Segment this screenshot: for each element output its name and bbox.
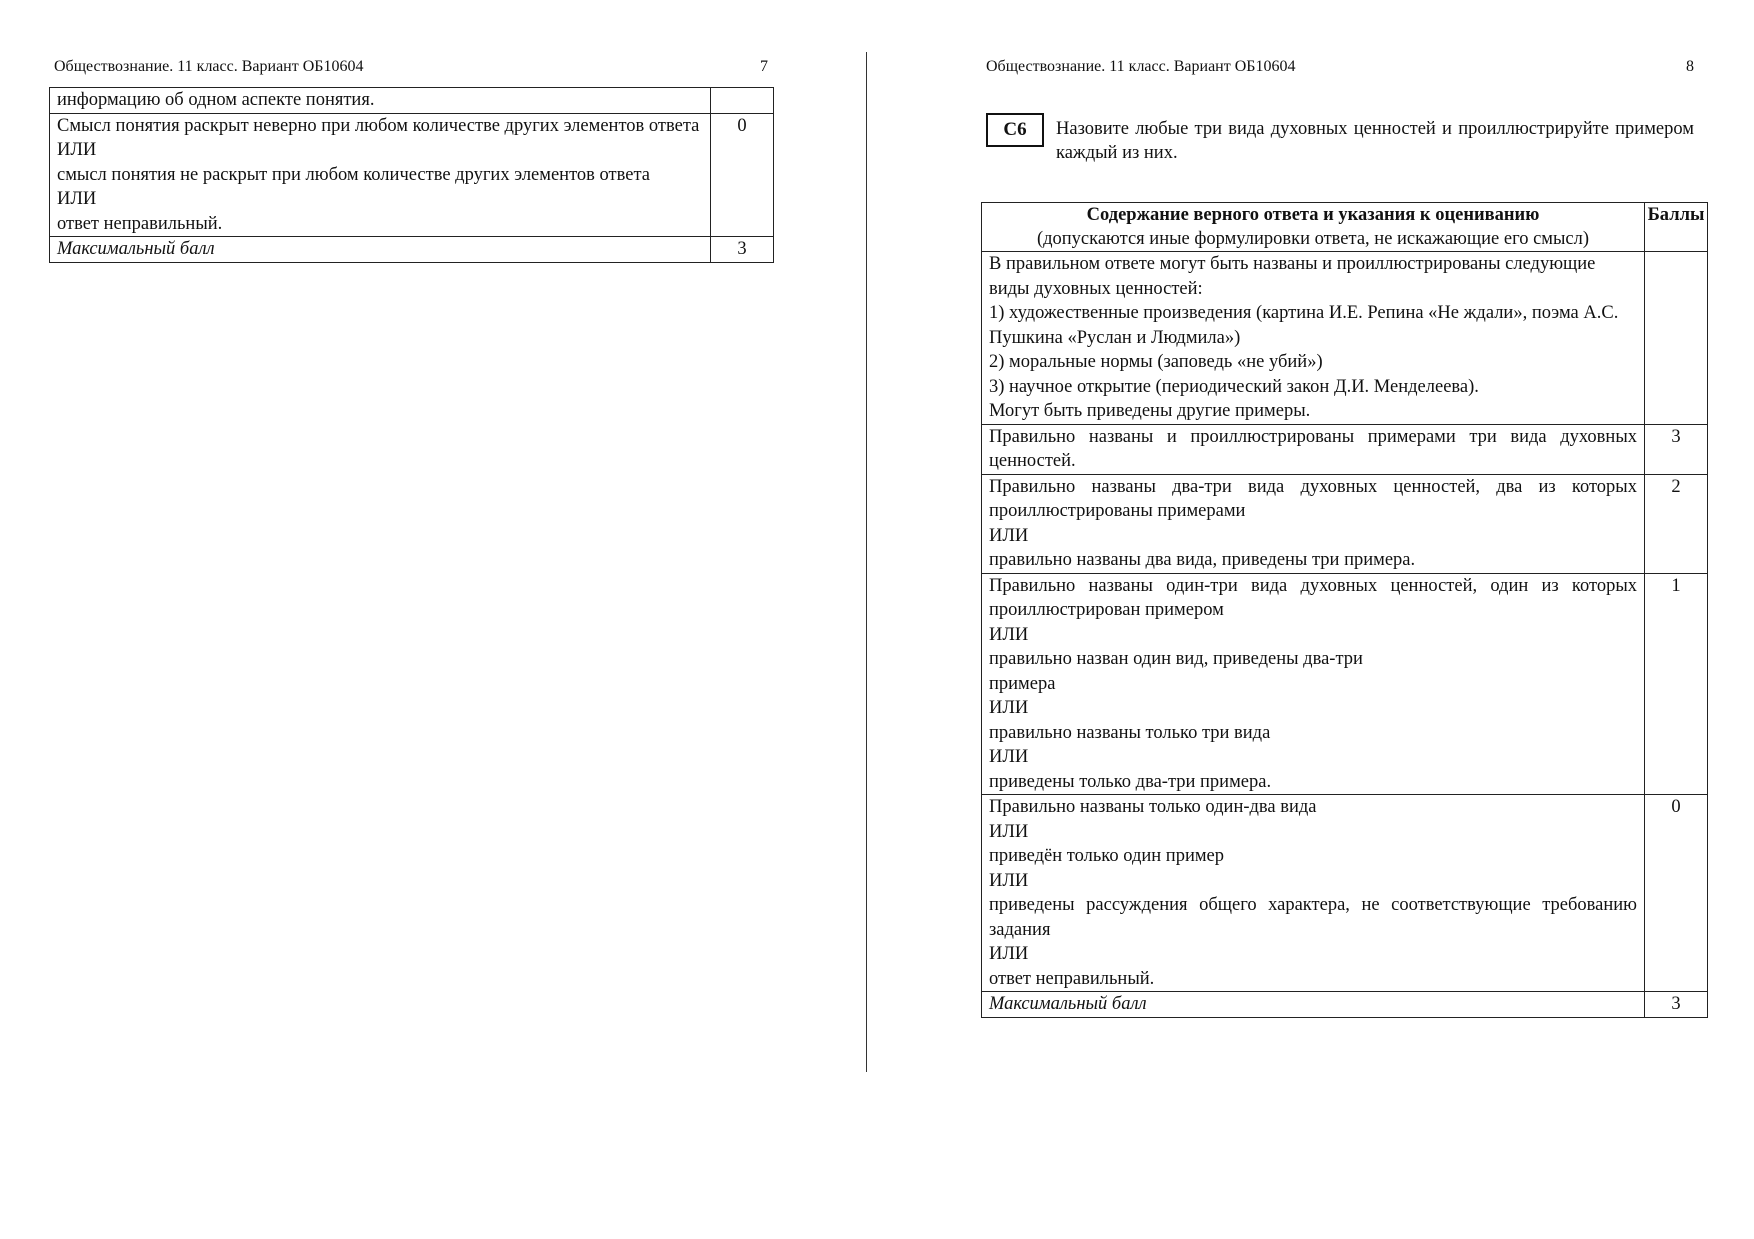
task-text: Назовите любые три вида духовных ценностей и проиллюстрируйте примером каждый из них. [1056,119,1694,163]
criterion-cell [50,113,711,237]
table-row [982,573,1708,795]
answer-line: В правильном ответе могут быть названы и проиллюстрированы следующие виды духовных ценностей: [989,254,1596,299]
task-block [986,113,1694,163]
criterion-line: примера [989,673,1056,694]
criterion-line: ИЛИ [989,624,1029,645]
score-cell: 0 [1645,795,1708,992]
content-column-header [982,203,1645,252]
criterion-line: Правильно названы и проиллюстрированы примерами три вида духовных ценностей. [989,426,1637,471]
score-cell: 2 [1645,474,1708,573]
answer-line: 2) моральные нормы (заповедь «не убий») [989,352,1323,372]
criterion-line: ответ неправильный. [989,968,1155,989]
task-code-box: С6 [986,113,1044,147]
page-divider [866,52,867,1072]
criterion-line: смысл понятия не раскрыт при любом количестве других элементов ответа [57,164,650,185]
criterion-line: ИЛИ [989,821,1029,842]
score-cell [711,88,774,114]
criterion-line: информацию об одном аспекте понятия. [57,90,375,110]
criterion-line: приведён только один пример [989,846,1225,866]
answer-line: Могут быть приведены другие примеры. [989,401,1311,421]
page-number: 8 [1686,58,1694,75]
table-row [982,474,1708,573]
answer-line: 1) художественные произведения (картина И.Е. Репина «Не ждали», поэма А.С. Пушкина «Руслан и Людмила») [989,303,1619,348]
left-page-header [54,58,768,76]
grading-table-continued [49,87,774,263]
criterion-line: Правильно названы один-три вида духовных ценностей, один из которых проиллюстрирован примером [989,575,1637,620]
page-number: 7 [760,58,768,75]
max-score-label: Максимальный балл [982,992,1645,1018]
max-score-row [982,992,1708,1018]
left-page [0,0,868,1239]
criterion-line: приведены рассуждения общего характера, не соответствующие требованию задания [989,895,1637,940]
score-column-header: Баллы [1645,203,1708,252]
criterion-line: правильно назван один вид, приведены два-три [989,649,1363,669]
criterion-cell [982,424,1645,474]
criterion-line: ИЛИ [989,525,1029,546]
content-header-subtitle: (допускаются иные формулировки ответа, не искажающие его смысл) [1036,229,1590,249]
criterion-line: Правильно названы только один-два вида [989,797,1317,817]
table-row [50,113,774,237]
grading-table [981,202,1708,1018]
criterion-line: ИЛИ [989,870,1029,891]
max-score-label: Максимальный балл [50,237,711,263]
table-row [982,795,1708,992]
content-header-title: Содержание верного ответа и указания к оцениванию [1086,205,1540,225]
max-score-value: 3 [711,237,774,263]
right-page [870,0,1754,1239]
criterion-cell [982,474,1645,573]
header-title: Обществознание. 11 класс. Вариант ОБ10604 [986,58,1296,75]
right-page-header [986,58,1694,76]
criterion-line: ИЛИ [989,944,1029,964]
score-cell: 1 [1645,573,1708,795]
criterion-line: правильно названы два вида, приведены три примера. [989,550,1416,570]
max-score-value: 3 [1645,992,1708,1018]
table-row [50,88,774,114]
table-row [982,424,1708,474]
criterion-cell [50,88,711,114]
score-cell [1645,252,1708,425]
score-cell: 0 [711,113,774,237]
header-title: Обществознание. 11 класс. Вариант ОБ10604 [54,58,364,75]
criterion-line: правильно названы только три вида [989,722,1271,743]
criterion-line: ответ неправильный. [57,213,223,234]
criterion-cell [982,573,1645,795]
answer-cell [982,252,1645,425]
criterion-line: Смысл понятия раскрыт неверно при любом количестве других элементов ответа [57,115,700,136]
criterion-line: Правильно названы два-три вида духовных ценностей, два из которых проиллюстрированы примерами [989,476,1637,521]
criterion-line: приведены только два-три примера. [989,771,1272,792]
criterion-line: ИЛИ [989,747,1029,767]
score-cell: 3 [1645,424,1708,474]
criterion-line: ИЛИ [57,189,97,209]
answer-line: 3) научное открытие (периодический закон Д.И. Менделеева). [989,376,1479,397]
criterion-line: ИЛИ [989,698,1029,718]
criterion-line: ИЛИ [57,140,97,160]
max-score-row [50,237,774,263]
answer-row [982,252,1708,425]
table-header-row [982,203,1708,252]
criterion-cell [982,795,1645,992]
